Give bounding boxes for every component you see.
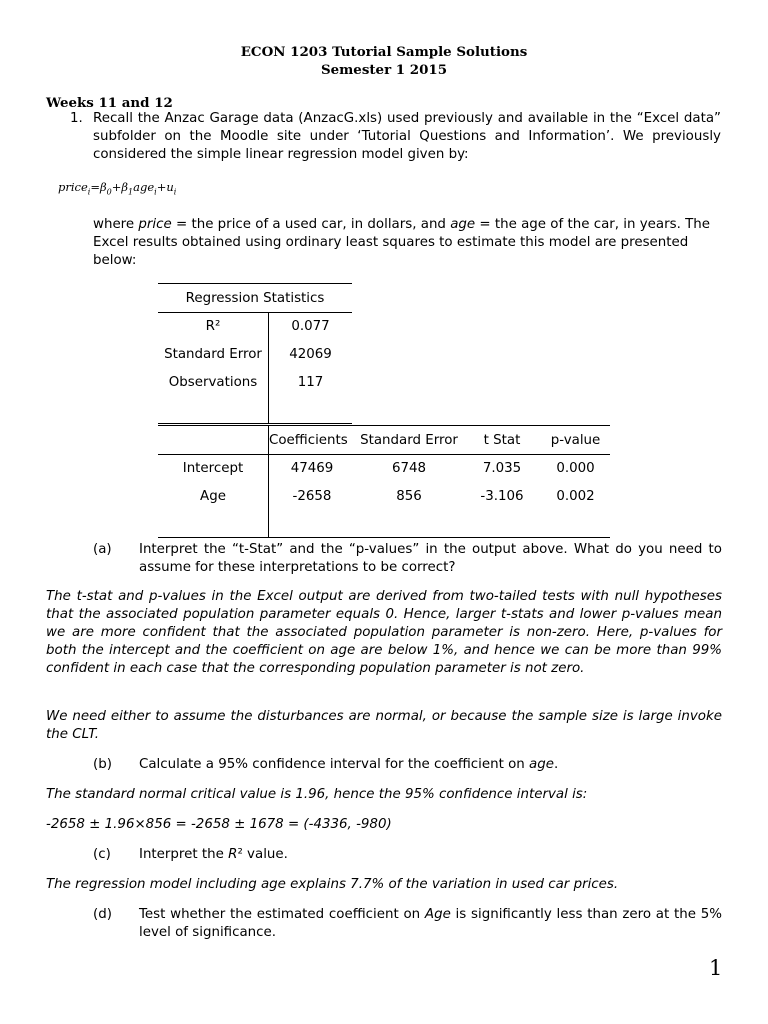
part-b-question-text: . (554, 757, 559, 772)
formula-age: age (133, 180, 155, 194)
column-header: Standard Error (360, 432, 458, 448)
where-paragraph (93, 216, 723, 270)
table-cell: 0.002 (556, 489, 595, 504)
part-b-question-text: Calculate a 95% confidence interval for the coefficient on (139, 757, 530, 772)
table-row-spacer (158, 397, 352, 424)
question-number: 1. (70, 111, 83, 126)
stat-value: 117 (297, 375, 324, 390)
where-price-term: price (138, 217, 172, 232)
page-number: 1 (709, 956, 723, 980)
column-header: p-value (550, 432, 601, 448)
formula-beta0: β (100, 180, 107, 194)
part-c-label: (c) (93, 847, 111, 862)
part-c-question (139, 846, 722, 864)
part-b-label: (b) (93, 757, 112, 772)
regression-statistics-title: Regression Statistics (185, 290, 325, 306)
part-d-label: (d) (93, 907, 112, 922)
table-cell: Age (158, 483, 269, 511)
table-cell: 7.035 (482, 461, 522, 477)
part-c-question-text: Interpret the (139, 847, 229, 862)
document-subtitle: Semester 1 2015 (320, 62, 448, 78)
weeks-heading: Weeks 11 and 12 (46, 95, 173, 111)
part-a-question: Interpret the “t-Stat” and the “p-values” in the output above. What do you need to assume for these interpretations to be correct? (139, 542, 722, 575)
table-spacer-cell (463, 511, 541, 538)
table-spacer-cell (541, 511, 610, 538)
formula-sub: i (154, 187, 157, 197)
table-cell: 0.000 (556, 461, 595, 477)
part-a-label: (a) (93, 542, 112, 557)
formula-lhs: price (58, 180, 88, 194)
regression-formula (58, 180, 176, 196)
table-row (158, 455, 610, 483)
table-spacer-cell (269, 511, 356, 538)
part-a-answer-1: The t-stat and p-values in the Excel output are derived from two-tailed tests with null hypotheses that the associated population parameter equals 0. Hence, larger t-stats and lower p-values mean we are more confident that the associated population parameter is non-zero. Here, p-values for both the intercept and the coefficient on age are below 1%, and hence we can be more than 99% confident in each case that the corresponding population parameter is not zero. (46, 589, 722, 676)
stat-label: R² (158, 313, 269, 341)
table-row (158, 313, 352, 341)
formula-sub: i (87, 187, 91, 197)
stat-value: 0.077 (291, 319, 330, 335)
formula-plus: + (111, 180, 122, 194)
part-b-question-term: age (529, 757, 554, 772)
column-header: Coefficients (269, 432, 348, 448)
formula-sub: i (173, 187, 177, 197)
table-row (158, 369, 352, 397)
formula-eq: = (90, 180, 100, 194)
part-b-answer-1: The standard normal critical value is 1.96, hence the 95% confidence interval is: (46, 787, 588, 802)
table-spacer-cell (158, 397, 269, 424)
part-b-answer-2: -2658 ± 1.96×856 = -2658 ± 1678 = (-4336, -980) (46, 817, 392, 832)
table-spacer-cell (158, 511, 269, 538)
part-c-question-term: R (228, 847, 238, 862)
table-cell: Intercept (158, 455, 269, 483)
question-1-text: Recall the Anzac Garage data (AnzacG.xls) used previously and available in the “Excel data” subfolder on the Moodle site under ‘Tutorial Questions and Information’. We previously considered the simple linear regression model given by: (93, 111, 721, 162)
table-header-row (158, 284, 352, 313)
coefficients-table (158, 425, 610, 538)
table-cell: 47469 (290, 461, 334, 477)
regression-statistics-table (158, 283, 352, 424)
where-text: where (93, 217, 139, 232)
table-cell: 856 (396, 489, 422, 504)
document-title: ECON 1203 Tutorial Sample Solutions (240, 44, 528, 60)
where-text: = the age of the car, in years. The Excel results obtained using ordinary least squares to estimate this model are presented below: (93, 217, 711, 268)
table-row (158, 341, 352, 369)
column-header (158, 426, 269, 455)
stat-value: 42069 (289, 347, 332, 362)
stat-label: Observations (158, 369, 269, 397)
formula-plus: + (156, 180, 167, 194)
table-row (158, 483, 610, 511)
part-d-question-text: Test whether the estimated coefficient on (139, 907, 425, 922)
formula-u: u (166, 180, 174, 194)
part-b-question (139, 756, 722, 774)
column-header: t Stat (483, 432, 521, 448)
formula-beta1: β (121, 180, 129, 194)
table-cell: -3.106 (480, 489, 524, 504)
table-cell: 6748 (391, 461, 427, 477)
part-c-answer: The regression model including age explains 7.7% of the variation in used car prices. (46, 877, 619, 892)
stat-label: Standard Error (158, 341, 269, 369)
part-d-question-term: Age (424, 907, 451, 922)
part-a-answer-2: We need either to assume the disturbances are normal, or because the sample size is large invoke the CLT. (46, 709, 722, 742)
where-text: = the price of a used car, in dollars, and (171, 217, 451, 232)
table-cell: -2658 (292, 489, 332, 504)
table-header-row (158, 426, 610, 455)
table-row-spacer (158, 511, 610, 538)
part-c-question-text: ² value. (237, 847, 288, 862)
formula-sub: 1 (128, 187, 134, 197)
part-d-question-text: is significantly less than zero at the 5% level of significance. (139, 907, 722, 940)
table-spacer-cell (355, 511, 463, 538)
where-age-term: age (450, 217, 476, 232)
table-spacer-cell (269, 397, 353, 424)
formula-sub: 0 (106, 187, 112, 197)
part-d-question (139, 906, 722, 942)
